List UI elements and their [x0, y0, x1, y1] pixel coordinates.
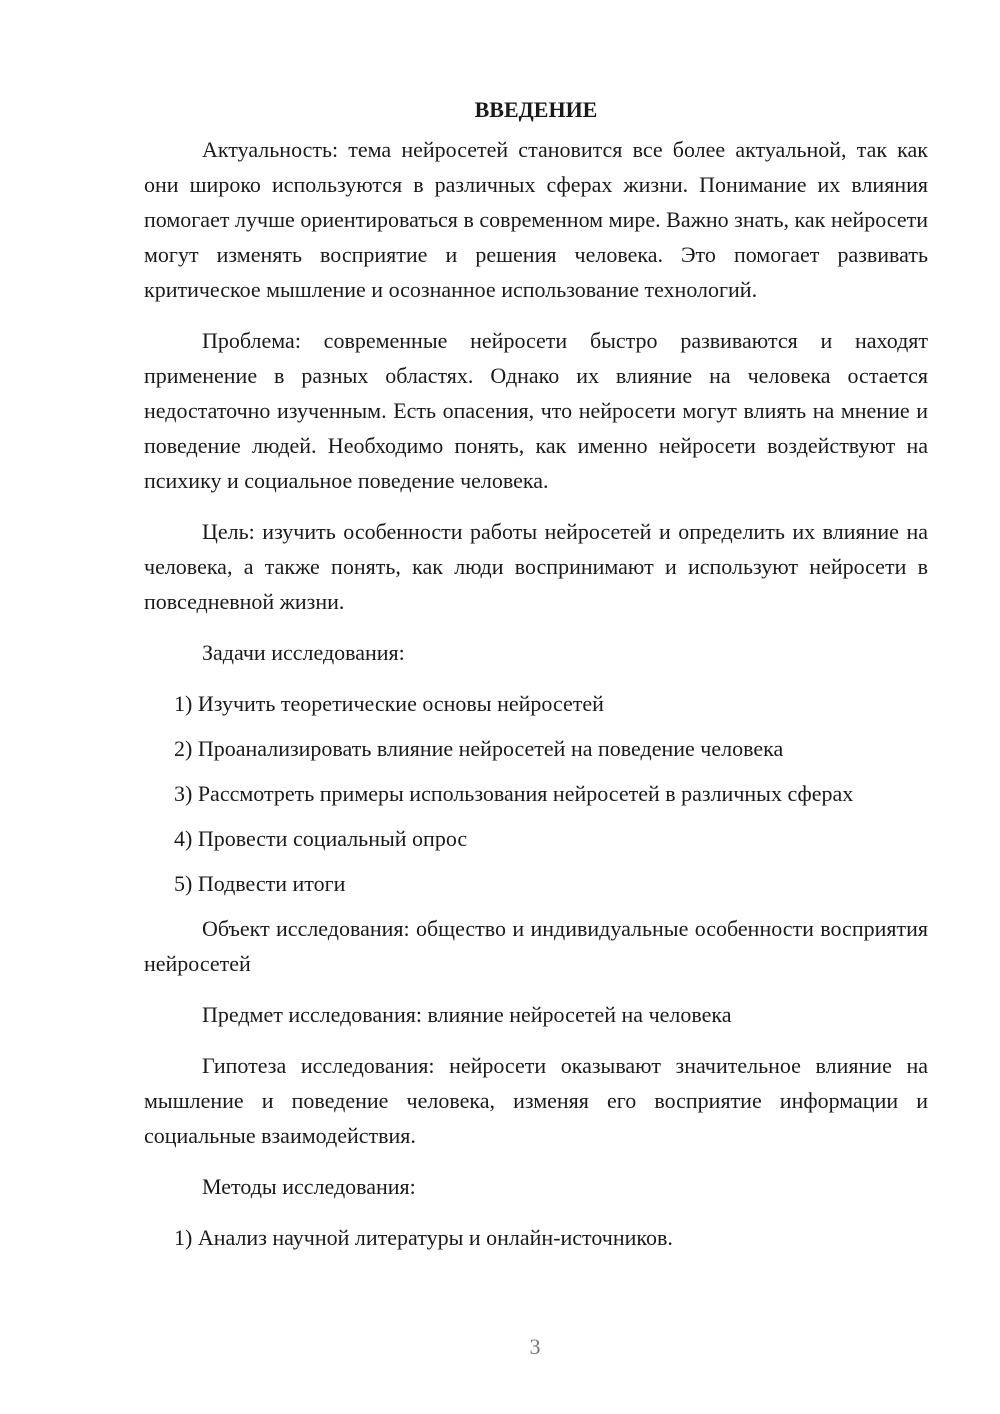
paragraph-relevance: Актуальность: тема нейросетей становится все более актуальной, так как они широко используются в различных сферах жизни. Понимание их влияния помогает лучше ориентироваться в современном мире. Важно знать, как нейросети могут изменять восприятие и решения человека. Это помогает развивать критическое мышление и осознанное использование технологий.: [144, 137, 928, 302]
page-number: 3: [529, 1334, 541, 1359]
tasks-heading: Задачи исследования:: [202, 640, 405, 665]
paragraph-object: Объект исследования: общество и индивидуальные особенности восприятия нейросетей: [144, 916, 928, 976]
list-item: 2) Проанализировать влияние нейросетей на поведение человека: [174, 736, 784, 761]
list-item: 3) Рассмотреть примеры использования нейросетей в различных сферах: [174, 781, 854, 806]
paragraph-problem: Проблема: современные нейросети быстро развиваются и находят применение в разных областях. Однако их влияние на человека остается недостаточно изученным. Есть опасения, что нейросети могут влиять на мнение и поведение людей. Необходимо понять, как именно нейросети воздействуют на психику и социальное поведение человека.: [144, 328, 928, 493]
paragraph-hypothesis: Гипотеза исследования: нейросети оказывают значительное влияние на мышление и поведение человека, изменяя его восприятие информации и социальные взаимодействия.: [144, 1053, 928, 1148]
list-item: 5) Подвести итоги: [174, 871, 346, 896]
methods-heading: Методы исследования:: [202, 1174, 416, 1199]
list-item: 1) Изучить теоретические основы нейросетей: [174, 691, 604, 716]
list-item: 4) Провести социальный опрос: [174, 826, 468, 851]
paragraph-subject: Предмет исследования: влияние нейросетей на человека: [202, 1002, 732, 1027]
section-title: ВВЕДЕНИЕ: [474, 97, 598, 122]
tasks-list: [144, 686, 928, 901]
list-item: 1) Анализ научной литературы и онлайн-источников.: [174, 1225, 673, 1250]
paragraph-goal: Цель: изучить особенности работы нейросетей и определить их влияние на человека, а также понять, как люди воспринимают и используют нейросети в повседневной жизни.: [144, 519, 928, 614]
methods-list: [144, 1220, 928, 1255]
document-page: [144, 96, 928, 1265]
